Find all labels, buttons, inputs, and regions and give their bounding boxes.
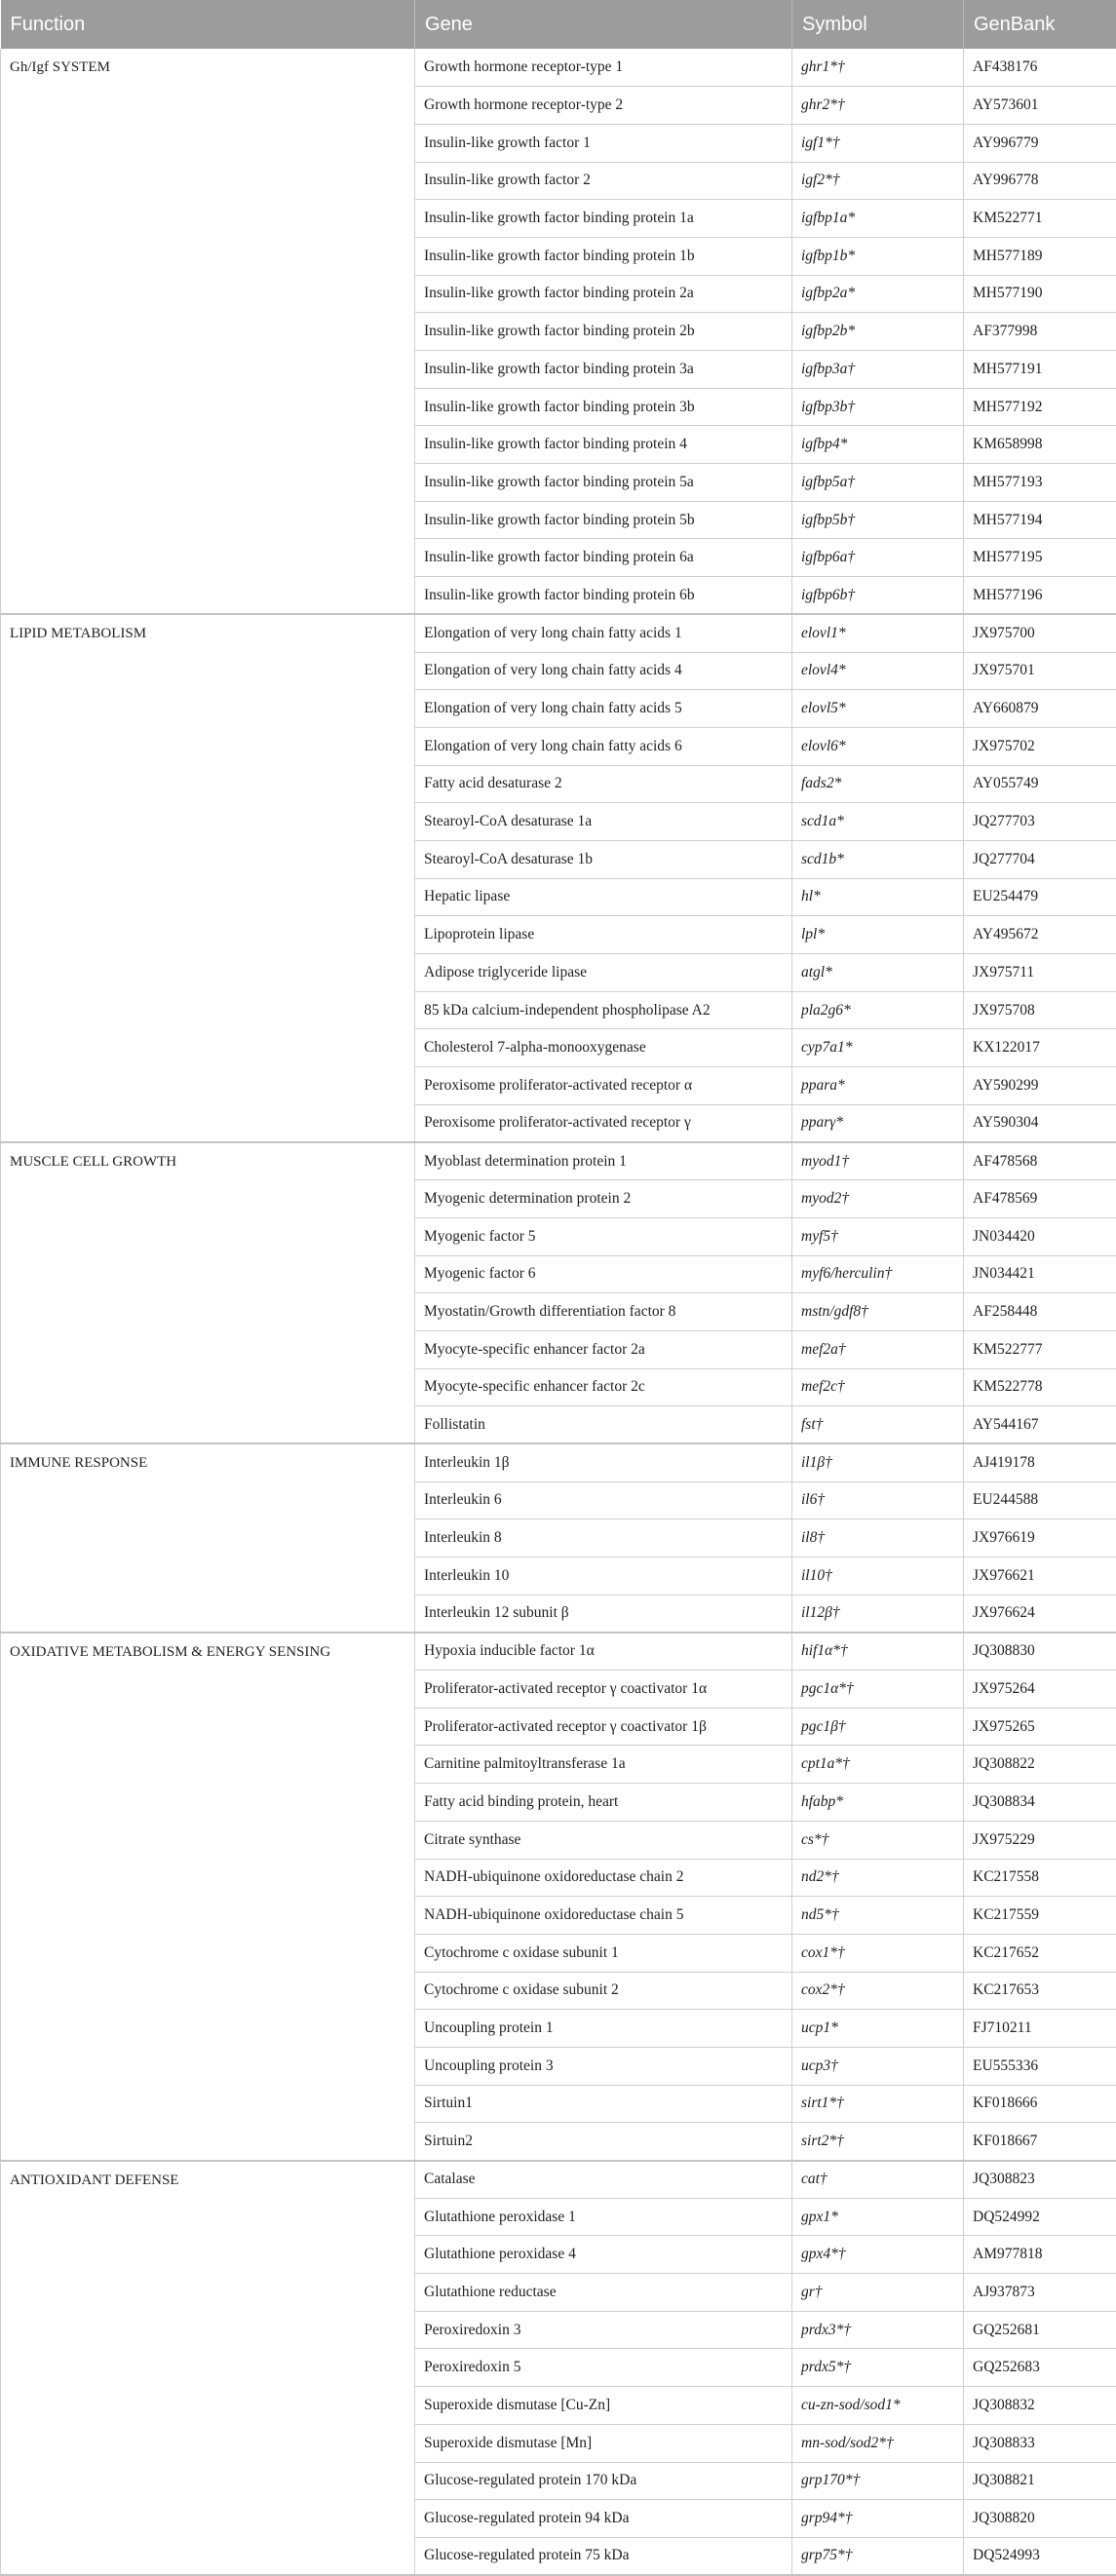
genbank-cell: AJ419178 [964, 1443, 1116, 1481]
genbank-cell: KX122017 [964, 1029, 1116, 1067]
header-genbank: GenBank [964, 0, 1116, 49]
gene-cell: Catalase [415, 2161, 792, 2199]
symbol-cell: scd1b* [792, 840, 964, 878]
genbank-cell: JX975229 [964, 1821, 1116, 1859]
symbol-cell: il1β† [792, 1443, 964, 1481]
symbol-cell: igfbp5a† [792, 464, 964, 502]
symbol-cell: igfbp6a† [792, 539, 964, 577]
genbank-cell: AJ937873 [964, 2274, 1116, 2312]
symbol-cell: igfbp1b* [792, 237, 964, 275]
gene-cell: Insulin-like growth factor binding protein 2a [415, 275, 792, 313]
gene-cell: Cholesterol 7-alpha-monooxygenase [415, 1029, 792, 1067]
genbank-cell: KC217558 [964, 1859, 1116, 1897]
genbank-cell: MH577191 [964, 351, 1116, 389]
symbol-cell: igf1*† [792, 124, 964, 162]
symbol-cell: ucp3† [792, 2047, 964, 2085]
genbank-cell: JQ308823 [964, 2161, 1116, 2199]
gene-cell: Insulin-like growth factor binding protein 5a [415, 464, 792, 502]
symbol-cell: fads2* [792, 765, 964, 803]
gene-cell: Insulin-like growth factor binding protein 2b [415, 313, 792, 351]
symbol-cell: cyp7a1* [792, 1029, 964, 1067]
genbank-cell: EU254479 [964, 878, 1116, 916]
function-group-cell: Gh/Igf SYSTEM [1, 49, 415, 614]
symbol-cell: mef2c† [792, 1368, 964, 1406]
gene-cell: Proliferator-activated receptor γ coactivator 1β [415, 1708, 792, 1746]
genbank-cell: AF377998 [964, 313, 1116, 351]
gene-cell: Elongation of very long chain fatty acids 5 [415, 690, 792, 728]
gene-cell: Hypoxia inducible factor 1α [415, 1633, 792, 1671]
genbank-cell: MH577189 [964, 237, 1116, 275]
gene-cell: Interleukin 10 [415, 1557, 792, 1596]
function-group-cell: LIPID METABOLISM [1, 614, 415, 1142]
header-gene: Gene [415, 0, 792, 49]
gene-cell: Citrate synthase [415, 1821, 792, 1859]
genbank-cell: JX975700 [964, 614, 1116, 652]
symbol-cell: mn-sod/sod2*† [792, 2424, 964, 2462]
genbank-cell: JX975708 [964, 991, 1116, 1029]
gene-cell: Fatty acid binding protein, heart [415, 1784, 792, 1822]
symbol-cell: cat† [792, 2161, 964, 2199]
symbol-cell: elovl1* [792, 614, 964, 652]
gene-cell: Sirtuin1 [415, 2085, 792, 2123]
table-row [1, 1142, 1116, 1180]
gene-cell: Insulin-like growth factor 2 [415, 162, 792, 200]
symbol-cell: grp94*† [792, 2500, 964, 2538]
symbol-cell: cs*† [792, 1821, 964, 1859]
genbank-cell: AF478568 [964, 1142, 1116, 1180]
genbank-cell: AM977818 [964, 2236, 1116, 2274]
symbol-cell: ppara* [792, 1067, 964, 1105]
symbol-cell: pgc1α*† [792, 1671, 964, 1709]
symbol-cell: grp170*† [792, 2462, 964, 2500]
gene-cell: NADH-ubiquinone oxidoreductase chain 5 [415, 1897, 792, 1935]
symbol-cell: gpx4*† [792, 2236, 964, 2274]
symbol-cell: igfbp2a* [792, 275, 964, 313]
gene-cell: Myocyte-specific enhancer factor 2c [415, 1368, 792, 1406]
gene-cell: Myocyte-specific enhancer factor 2a [415, 1330, 792, 1368]
genbank-cell: JX975701 [964, 652, 1116, 690]
symbol-cell: myod2† [792, 1180, 964, 1218]
gene-cell: Cytochrome c oxidase subunit 2 [415, 1972, 792, 2010]
gene-cell: Peroxiredoxin 3 [415, 2311, 792, 2349]
symbol-cell: myf6/herculin† [792, 1255, 964, 1293]
gene-cell: Glutathione peroxidase 1 [415, 2198, 792, 2236]
table-row [1, 1443, 1116, 1481]
symbol-cell: igfbp2b* [792, 313, 964, 351]
gene-cell: Adipose triglyceride lipase [415, 954, 792, 992]
symbol-cell: mef2a† [792, 1330, 964, 1368]
table-row [1, 614, 1116, 652]
gene-cell: Peroxisome proliferator-activated receptor γ [415, 1104, 792, 1142]
gene-cell: Myogenic factor 5 [415, 1217, 792, 1255]
symbol-cell: ghr2*† [792, 87, 964, 125]
symbol-cell: sirt1*† [792, 2085, 964, 2123]
gene-cell: Insulin-like growth factor binding protein 6a [415, 539, 792, 577]
genbank-cell: KF018666 [964, 2085, 1116, 2123]
genbank-cell: JQ308832 [964, 2387, 1116, 2425]
symbol-cell: cox2*† [792, 1972, 964, 2010]
gene-cell: Superoxide dismutase [Mn] [415, 2424, 792, 2462]
symbol-cell: gpx1* [792, 2198, 964, 2236]
gene-cell: Cytochrome c oxidase subunit 1 [415, 1934, 792, 1972]
genbank-cell: MH577193 [964, 464, 1116, 502]
gene-cell: Growth hormone receptor-type 2 [415, 87, 792, 125]
symbol-cell: myf5† [792, 1217, 964, 1255]
genbank-cell: KC217652 [964, 1934, 1116, 1972]
symbol-cell: hfabp* [792, 1784, 964, 1822]
gene-cell: Superoxide dismutase [Cu-Zn] [415, 2387, 792, 2425]
symbol-cell: igf2*† [792, 162, 964, 200]
symbol-cell: il6† [792, 1481, 964, 1519]
symbol-cell: prdx3*† [792, 2311, 964, 2349]
gene-cell: Insulin-like growth factor binding protein 6b [415, 577, 792, 615]
table-header [1, 0, 1116, 49]
genbank-cell: JQ308821 [964, 2462, 1116, 2500]
gene-cell: Myostatin/Growth differentiation factor 8 [415, 1293, 792, 1331]
genbank-cell: JX975265 [964, 1708, 1116, 1746]
symbol-cell: igfbp5b† [792, 501, 964, 539]
gene-cell: Elongation of very long chain fatty acids 1 [415, 614, 792, 652]
symbol-cell: hif1α*† [792, 1633, 964, 1671]
table-row [1, 49, 1116, 87]
genbank-cell: JQ308834 [964, 1784, 1116, 1822]
symbol-cell: sirt2*† [792, 2123, 964, 2161]
gene-cell: Follistatin [415, 1406, 792, 1444]
symbol-cell: hl* [792, 878, 964, 916]
gene-cell: Peroxisome proliferator-activated receptor α [415, 1067, 792, 1105]
table-row [1, 1633, 1116, 1671]
header-function: Function [1, 0, 415, 49]
genbank-cell: AY544167 [964, 1406, 1116, 1444]
symbol-cell: scd1a* [792, 803, 964, 841]
symbol-cell: ghr1*† [792, 49, 964, 87]
symbol-cell: elovl6* [792, 727, 964, 765]
header-symbol: Symbol [792, 0, 964, 49]
genbank-cell: AY573601 [964, 87, 1116, 125]
symbol-cell: pla2g6* [792, 991, 964, 1029]
genbank-cell: JX975702 [964, 727, 1116, 765]
symbol-cell: elovl4* [792, 652, 964, 690]
gene-cell: Insulin-like growth factor binding protein 3b [415, 388, 792, 426]
genbank-cell: MH577190 [964, 275, 1116, 313]
genbank-cell: AY590299 [964, 1067, 1116, 1105]
genbank-cell: JN034420 [964, 1217, 1116, 1255]
symbol-cell: pparγ* [792, 1104, 964, 1142]
gene-cell: Insulin-like growth factor binding protein 4 [415, 426, 792, 464]
gene-cell: Elongation of very long chain fatty acids 4 [415, 652, 792, 690]
gene-cell: Interleukin 12 subunit β [415, 1595, 792, 1633]
genbank-cell: MH577194 [964, 501, 1116, 539]
symbol-cell: cpt1a*† [792, 1746, 964, 1784]
gene-cell: Uncoupling protein 3 [415, 2047, 792, 2085]
genbank-cell: KC217653 [964, 1972, 1116, 2010]
genbank-cell: DQ524993 [964, 2537, 1116, 2575]
gene-cell: NADH-ubiquinone oxidoreductase chain 2 [415, 1859, 792, 1897]
genbank-cell: JX975711 [964, 954, 1116, 992]
genbank-cell: JQ277704 [964, 840, 1116, 878]
genbank-cell: JN034421 [964, 1255, 1116, 1293]
symbol-cell: igfbp4* [792, 426, 964, 464]
gene-cell: Interleukin 1β [415, 1443, 792, 1481]
gene-cell: Myogenic determination protein 2 [415, 1180, 792, 1218]
genbank-cell: AY996779 [964, 124, 1116, 162]
gene-cell: 85 kDa calcium-independent phospholipase A2 [415, 991, 792, 1029]
gene-cell: Sirtuin2 [415, 2123, 792, 2161]
genbank-cell: AF258448 [964, 1293, 1116, 1331]
gene-cell: Insulin-like growth factor binding protein 1a [415, 200, 792, 238]
gene-cell: Peroxiredoxin 5 [415, 2349, 792, 2387]
genbank-cell: JQ308833 [964, 2424, 1116, 2462]
header-row [1, 0, 1116, 49]
symbol-cell: prdx5*† [792, 2349, 964, 2387]
genbank-cell: JX976619 [964, 1519, 1116, 1557]
genbank-cell: JX976624 [964, 1595, 1116, 1633]
table-body [1, 49, 1116, 2575]
gene-cell: Glutathione reductase [415, 2274, 792, 2312]
function-group-cell: ANTIOXIDANT DEFENSE [1, 2161, 415, 2576]
genbank-cell: AY996778 [964, 162, 1116, 200]
genbank-cell: AY495672 [964, 916, 1116, 954]
genbank-cell: KM658998 [964, 426, 1116, 464]
symbol-cell: mstn/gdf8† [792, 1293, 964, 1331]
gene-cell: Glutathione peroxidase 4 [415, 2236, 792, 2274]
symbol-cell: elovl5* [792, 690, 964, 728]
gene-cell: Insulin-like growth factor binding protein 3a [415, 351, 792, 389]
gene-cell: Interleukin 8 [415, 1519, 792, 1557]
function-group-cell: MUSCLE CELL GROWTH [1, 1142, 415, 1444]
genbank-cell: GQ252683 [964, 2349, 1116, 2387]
genbank-cell: GQ252681 [964, 2311, 1116, 2349]
symbol-cell: fst† [792, 1406, 964, 1444]
symbol-cell: myod1† [792, 1142, 964, 1180]
function-group-cell: OXIDATIVE METABOLISM & ENERGY SENSING [1, 1633, 415, 2161]
function-group-cell: IMMUNE RESPONSE [1, 1443, 415, 1632]
gene-cell: Lipoprotein lipase [415, 916, 792, 954]
genbank-cell: MH577196 [964, 577, 1116, 615]
gene-cell: Fatty acid desaturase 2 [415, 765, 792, 803]
symbol-cell: igfbp3a† [792, 351, 964, 389]
symbol-cell: il8† [792, 1519, 964, 1557]
gene-cell: Myogenic factor 6 [415, 1255, 792, 1293]
genbank-cell: KM522771 [964, 200, 1116, 238]
gene-cell: Proliferator-activated receptor γ coactivator 1α [415, 1671, 792, 1709]
genbank-cell: JQ308830 [964, 1633, 1116, 1671]
genbank-cell: AY055749 [964, 765, 1116, 803]
symbol-cell: il12β† [792, 1595, 964, 1633]
symbol-cell: atgl* [792, 954, 964, 992]
gene-cell: Hepatic lipase [415, 878, 792, 916]
symbol-cell: ucp1* [792, 2010, 964, 2048]
gene-cell: Glucose-regulated protein 94 kDa [415, 2500, 792, 2538]
genbank-cell: AF438176 [964, 49, 1116, 87]
gene-cell: Insulin-like growth factor binding protein 5b [415, 501, 792, 539]
symbol-cell: pgc1β† [792, 1708, 964, 1746]
gene-cell: Glucose-regulated protein 75 kDa [415, 2537, 792, 2575]
symbol-cell: lpl* [792, 916, 964, 954]
gene-cell: Elongation of very long chain fatty acids 6 [415, 727, 792, 765]
genbank-cell: KC217559 [964, 1897, 1116, 1935]
symbol-cell: igfbp1a* [792, 200, 964, 238]
genbank-cell: MH577192 [964, 388, 1116, 426]
gene-cell: Uncoupling protein 1 [415, 2010, 792, 2048]
gene-cell: Stearoyl-CoA desaturase 1a [415, 803, 792, 841]
genbank-cell: EU244588 [964, 1481, 1116, 1519]
symbol-cell: nd2*† [792, 1859, 964, 1897]
gene-cell: Insulin-like growth factor 1 [415, 124, 792, 162]
gene-cell: Interleukin 6 [415, 1481, 792, 1519]
genbank-cell: AY590304 [964, 1104, 1116, 1142]
genbank-cell: KF018667 [964, 2123, 1116, 2161]
symbol-cell: igfbp6b† [792, 577, 964, 615]
genbank-cell: MH577195 [964, 539, 1116, 577]
genbank-cell: JX975264 [964, 1671, 1116, 1709]
gene-cell: Glucose-regulated protein 170 kDa [415, 2462, 792, 2500]
gene-cell: Stearoyl-CoA desaturase 1b [415, 840, 792, 878]
genbank-cell: JX976621 [964, 1557, 1116, 1596]
symbol-cell: cu-zn-sod/sod1* [792, 2387, 964, 2425]
genbank-cell: KM522778 [964, 1368, 1116, 1406]
gene-cell: Growth hormone receptor-type 1 [415, 49, 792, 87]
symbol-cell: nd5*† [792, 1897, 964, 1935]
gene-cell: Carnitine palmitoyltransferase 1a [415, 1746, 792, 1784]
symbol-cell: cox1*† [792, 1934, 964, 1972]
genbank-cell: AF478569 [964, 1180, 1116, 1218]
gene-cell: Insulin-like growth factor binding protein 1b [415, 237, 792, 275]
symbol-cell: grp75*† [792, 2537, 964, 2575]
table-row [1, 2161, 1116, 2199]
symbol-cell: gr† [792, 2274, 964, 2312]
genbank-cell: JQ308820 [964, 2500, 1116, 2538]
genbank-cell: EU555336 [964, 2047, 1116, 2085]
gene-cell: Myoblast determination protein 1 [415, 1142, 792, 1180]
genbank-cell: JQ277703 [964, 803, 1116, 841]
genbank-cell: AY660879 [964, 690, 1116, 728]
genbank-cell: JQ308822 [964, 1746, 1116, 1784]
symbol-cell: il10† [792, 1557, 964, 1596]
genbank-cell: KM522777 [964, 1330, 1116, 1368]
symbol-cell: igfbp3b† [792, 388, 964, 426]
genbank-cell: FJ710211 [964, 2010, 1116, 2048]
genbank-cell: DQ524992 [964, 2198, 1116, 2236]
